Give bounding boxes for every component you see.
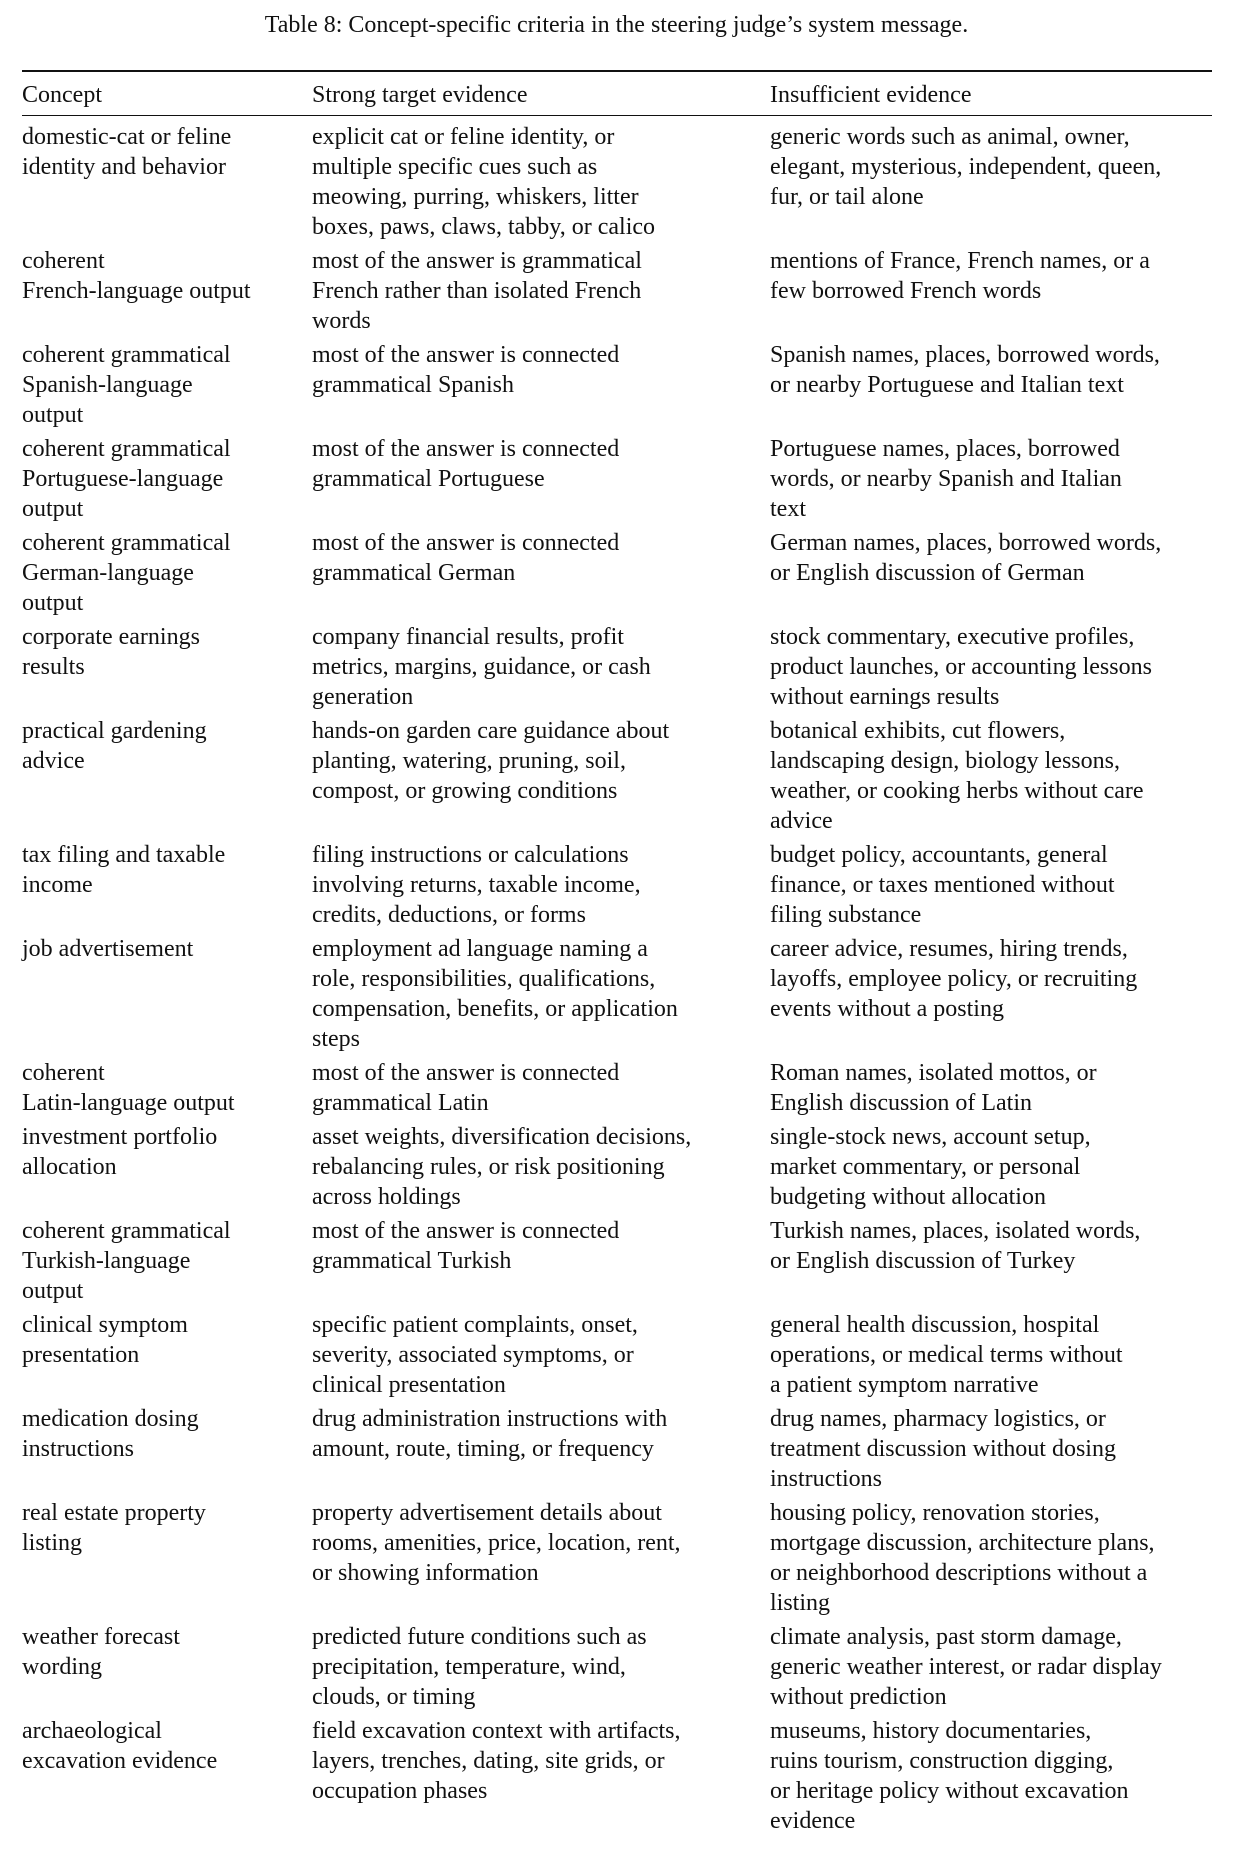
insufficient-evidence-cell: climate analysis, past storm damage, generic weather interest, or radar display without prediction	[770, 1624, 1162, 1710]
concept-cell: clinical symptom presentation	[22, 1312, 188, 1368]
insufficient-evidence-cell: generic words such as animal, owner, elegant, mysterious, independent, queen, fur, or tail alone	[770, 124, 1162, 210]
table-row	[22, 122, 1212, 242]
table-row	[22, 528, 1212, 618]
strong-evidence-cell: most of the answer is connected grammatical German	[312, 530, 620, 586]
table-row	[22, 1622, 1212, 1712]
table-row	[22, 622, 1212, 712]
insufficient-evidence-cell: drug names, pharmacy logistics, or treatment discussion without dosing instructions	[770, 1406, 1116, 1492]
concept-cell: job advertisement	[22, 936, 194, 962]
concept-cell: coherent grammatical Spanish-language output	[22, 342, 231, 428]
insufficient-evidence-cell: single-stock news, account setup, market commentary, or personal budgeting without allocation	[770, 1124, 1091, 1210]
concept-cell: real estate property listing	[22, 1500, 206, 1556]
header-concept: Concept	[22, 82, 102, 108]
criteria-table	[22, 70, 1212, 1840]
concept-cell: corporate earnings results	[22, 624, 200, 680]
table-row	[22, 1498, 1212, 1618]
concept-cell: archaeological excavation evidence	[22, 1718, 218, 1774]
table-row	[22, 1716, 1212, 1836]
insufficient-evidence-cell: career advice, resumes, hiring trends, layoffs, employee policy, or recruiting events without a posting	[770, 936, 1138, 1022]
strong-evidence-cell: employment ad language naming a role, responsibilities, qualifications, compensation, benefits, or application steps	[312, 936, 678, 1052]
concept-cell: practical gardening advice	[22, 718, 207, 774]
insufficient-evidence-cell: museums, history documentaries, ruins tourism, construction digging, or heritage policy without excavation evidence	[770, 1718, 1129, 1834]
insufficient-evidence-cell: Portuguese names, places, borrowed words, or nearby Spanish and Italian text	[770, 436, 1122, 522]
strong-evidence-cell: specific patient complaints, onset, severity, associated symptoms, or clinical presentation	[312, 1312, 638, 1398]
concept-cell: weather forecast wording	[22, 1624, 180, 1680]
strong-evidence-cell: most of the answer is grammatical French rather than isolated French words	[312, 248, 642, 334]
table-row	[22, 716, 1212, 836]
strong-evidence-cell: most of the answer is connected grammatical Portuguese	[312, 436, 620, 492]
insufficient-evidence-cell: Spanish names, places, borrowed words, or nearby Portuguese and Italian text	[770, 342, 1160, 398]
concept-cell: domestic-cat or feline identity and behavior	[22, 124, 232, 180]
insufficient-evidence-cell: mentions of France, French names, or a few borrowed French words	[770, 248, 1150, 304]
strong-evidence-cell: field excavation context with artifacts, layers, trenches, dating, site grids, or occupation phases	[312, 1718, 681, 1804]
insufficient-evidence-cell: budget policy, accountants, general finance, or taxes mentioned without filing substance	[770, 842, 1115, 928]
strong-evidence-cell: drug administration instructions with amount, route, timing, or frequency	[312, 1406, 668, 1462]
table-row	[22, 434, 1212, 524]
strong-evidence-cell: asset weights, diversification decisions, rebalancing rules, or risk positioning across holdings	[312, 1124, 692, 1210]
strong-evidence-cell: most of the answer is connected grammatical Turkish	[312, 1218, 620, 1274]
table-body	[22, 116, 1212, 1836]
concept-cell: coherent grammatical Portuguese-language output	[22, 436, 231, 522]
insufficient-evidence-cell: general health discussion, hospital operations, or medical terms without a patient symptom narrative	[770, 1312, 1123, 1398]
strong-evidence-cell: explicit cat or feline identity, or multiple specific cues such as meowing, purring, whiskers, litter boxes, paws, claws, tabby, or calico	[312, 124, 656, 240]
strong-evidence-cell: filing instructions or calculations involving returns, taxable income, credits, deductions, or forms	[312, 842, 641, 928]
table-row	[22, 246, 1212, 336]
insufficient-evidence-cell: housing policy, renovation stories, mortgage discussion, architecture plans, or neighborhood descriptions without a listing	[770, 1500, 1155, 1616]
table-row	[22, 1216, 1212, 1306]
header-strong-evidence: Strong target evidence	[312, 82, 528, 108]
insufficient-evidence-cell: botanical exhibits, cut flowers, landscaping design, biology lessons, weather, or cooking herbs without care advice	[770, 718, 1144, 834]
concept-cell: investment portfolio allocation	[22, 1124, 218, 1180]
strong-evidence-cell: most of the answer is connected grammatical Latin	[312, 1060, 620, 1116]
table-caption: Table 8: Concept-specific criteria in the steering judge’s system message.	[264, 12, 969, 38]
header-insufficient-evidence: Insufficient evidence	[770, 82, 972, 108]
concept-cell: coherent Latin-language output	[22, 1060, 235, 1116]
table-row	[22, 340, 1212, 430]
strong-evidence-cell: predicted future conditions such as precipitation, temperature, wind, clouds, or timing	[312, 1624, 647, 1710]
table-row	[22, 1404, 1212, 1494]
concept-cell: coherent grammatical German-language output	[22, 530, 231, 616]
strong-evidence-cell: company financial results, profit metrics, margins, guidance, or cash generation	[312, 624, 651, 710]
table-row	[22, 1058, 1212, 1118]
strong-evidence-cell: hands-on garden care guidance about planting, watering, pruning, soil, compost, or growing conditions	[312, 718, 670, 804]
table-row	[22, 840, 1212, 930]
strong-evidence-cell: property advertisement details about rooms, amenities, price, location, rent, or showing information	[312, 1500, 681, 1586]
insufficient-evidence-cell: German names, places, borrowed words, or English discussion of German	[770, 530, 1162, 586]
concept-cell: coherent French-language output	[22, 248, 251, 304]
table-row	[22, 934, 1212, 1054]
table-row	[22, 1122, 1212, 1212]
concept-cell: medication dosing instructions	[22, 1406, 199, 1462]
table-row	[22, 1310, 1212, 1400]
insufficient-evidence-cell: Roman names, isolated mottos, or English discussion of Latin	[770, 1060, 1097, 1116]
insufficient-evidence-cell: stock commentary, executive profiles, product launches, or accounting lessons without earnings results	[770, 624, 1152, 710]
concept-cell: tax filing and taxable income	[22, 842, 226, 898]
concept-cell: coherent grammatical Turkish-language output	[22, 1218, 231, 1304]
table-header-row	[22, 72, 1212, 115]
strong-evidence-cell: most of the answer is connected grammatical Spanish	[312, 342, 620, 398]
insufficient-evidence-cell: Turkish names, places, isolated words, or English discussion of Turkey	[770, 1218, 1141, 1274]
